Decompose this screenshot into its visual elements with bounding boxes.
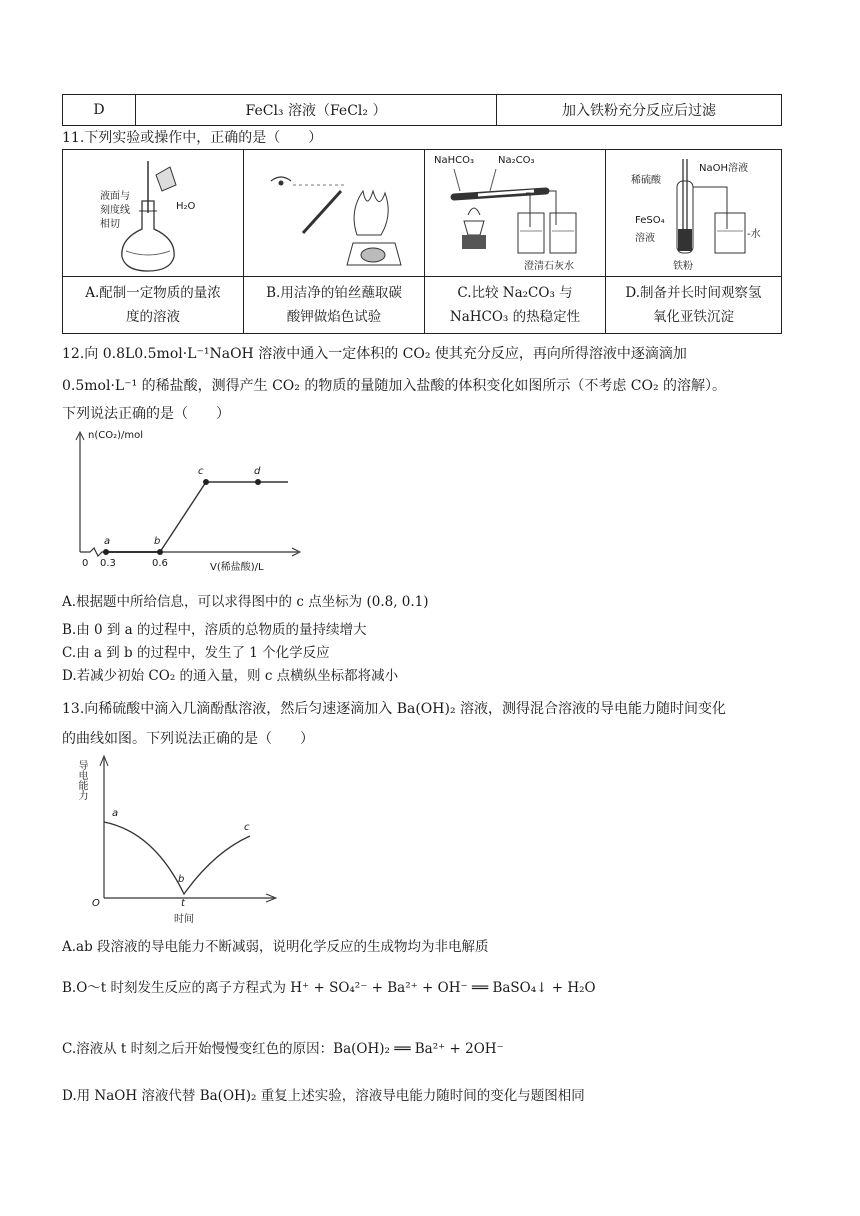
flask-label-2: 刻度线	[100, 205, 130, 216]
q11-stem: 11.下列实验或操作中，正确的是（ ）	[62, 130, 323, 146]
q13-stem-1: 13.向稀硫酸中滴入几滴酚酞溶液，然后匀速逐滴加入 Ba(OH)₂ 溶液，测得混合溶液的导电能力随时间变化	[62, 701, 727, 717]
flask-label-1: 液面与	[100, 191, 130, 202]
fig-c-cell	[425, 150, 606, 277]
point-a: a	[104, 536, 111, 547]
q12-option-a: A.根据题中所给信息，可以求得图中的 c 点坐标为 (0.8, 0.1)	[62, 594, 429, 610]
q11-table	[62, 149, 782, 334]
q13-option-b: B.O～t 时刻发生反应的离子方程式为 H⁺ + SO₄²⁻ + Ba²⁺ + OH⁻ ══ BaSO₄↓ + H₂O	[62, 980, 596, 996]
origin-label: 0	[82, 558, 89, 569]
conductivity-graph	[74, 752, 284, 924]
flame-test-figure	[245, 151, 423, 275]
point-d: d	[254, 466, 261, 477]
point-b: b	[154, 536, 161, 547]
water-label: H₂O	[176, 201, 196, 212]
limewater-label: 澄清石灰水	[524, 261, 574, 272]
q12-option-c: C.由 a 到 b 的过程中，发生了 1 个化学反应	[62, 645, 330, 661]
point-c: c	[198, 466, 204, 477]
flask-label-3: 相切	[100, 219, 120, 230]
option-a-caption: A.配制一定物质的量浓 度的溶液	[63, 277, 244, 334]
option-c-caption: C.比较 Na₂CO₃ 与 NaHCO₃ 的热稳定性	[425, 277, 606, 334]
ferrous-hydroxide-figure	[607, 151, 780, 275]
y-axis-label-2: 导电能力	[76, 760, 87, 800]
na2co3-label: Na₂CO₃	[498, 155, 535, 166]
y-axis-label: n(CO₂)/mol	[88, 430, 144, 441]
q13-option-a: A.ab 段溶液的导电能力不断减弱，说明化学反应的生成物均为非电解质	[62, 939, 489, 955]
origin-o: O	[92, 898, 100, 909]
point-c-2: c	[244, 822, 250, 833]
point-a-2: a	[112, 808, 119, 819]
time-label: 时间	[174, 914, 194, 925]
option-d-caption: D.制备并长时间观察氢 氧化亚铁沉淀	[606, 277, 782, 334]
option-b-caption: B.用洁净的铂丝蘸取碳 酸钾做焰色试验	[244, 277, 425, 334]
tick-0-3: 0.3	[100, 558, 116, 569]
naoh-label: NaOH溶液	[699, 163, 748, 174]
method-cell: 加入铁粉充分反应后过滤	[497, 95, 782, 126]
fig-d-cell	[606, 150, 782, 277]
nahco3-label: NaHCO₃	[434, 155, 474, 166]
q13-stem-2: 的曲线如图。下列说法正确的是（ ）	[62, 731, 314, 747]
point-b-2: b	[178, 874, 185, 885]
x-axis-label: V(稀盐酸)/L	[210, 562, 264, 573]
q12-option-b: B.由 0 到 a 的过程中，溶质的总物质的量持续增大	[62, 622, 367, 638]
substance-cell: FeCl₃ 溶液（FeCl₂ ）	[136, 95, 497, 126]
q12-stem-3: 下列说法正确的是（ ）	[62, 406, 230, 422]
fig-a-cell	[63, 150, 244, 277]
fig-b-cell	[244, 150, 425, 277]
sulfuric-acid-label: 稀硫酸	[631, 175, 661, 186]
q12-stem-1: 12.向 0.8L0.5mol·L⁻¹NaOH 溶液中通入一定体积的 CO₂ 使其充分反应，再向所得溶液中逐滴滴加	[62, 346, 687, 362]
solution-label: 溶液	[635, 233, 655, 244]
feso4-label: FeSO₄	[635, 215, 665, 226]
tick-0-6: 0.6	[152, 558, 168, 569]
co2-graph	[70, 428, 320, 578]
q12-option-d: D.若减少初始 CO₂ 的通入量，则 c 点横纵坐标都将减小	[62, 668, 399, 684]
row-label: D	[63, 95, 136, 126]
iron-powder-label: 铁粉	[673, 261, 693, 272]
reagent-table	[62, 94, 782, 126]
water-label-d: -水	[747, 229, 761, 240]
volumetric-flask-figure	[64, 151, 242, 275]
q13-option-d: D.用 NaOH 溶液代替 Ba(OH)₂ 重复上述实验，溶液导电能力随时间的变化与题图相同	[62, 1088, 585, 1104]
thermal-stability-figure	[426, 151, 604, 275]
q13-option-c: C.溶液从 t 时刻之后开始慢慢变红色的原因：Ba(OH)₂ ══ Ba²⁺ + 2OH⁻	[62, 1041, 504, 1057]
t-label: t	[181, 898, 185, 909]
q12-stem-2: 0.5mol·L⁻¹ 的稀盐酸，测得产生 CO₂ 的物质的量随加入盐酸的体积变化如图所示（不考虑 CO₂ 的溶解）。	[62, 378, 727, 394]
